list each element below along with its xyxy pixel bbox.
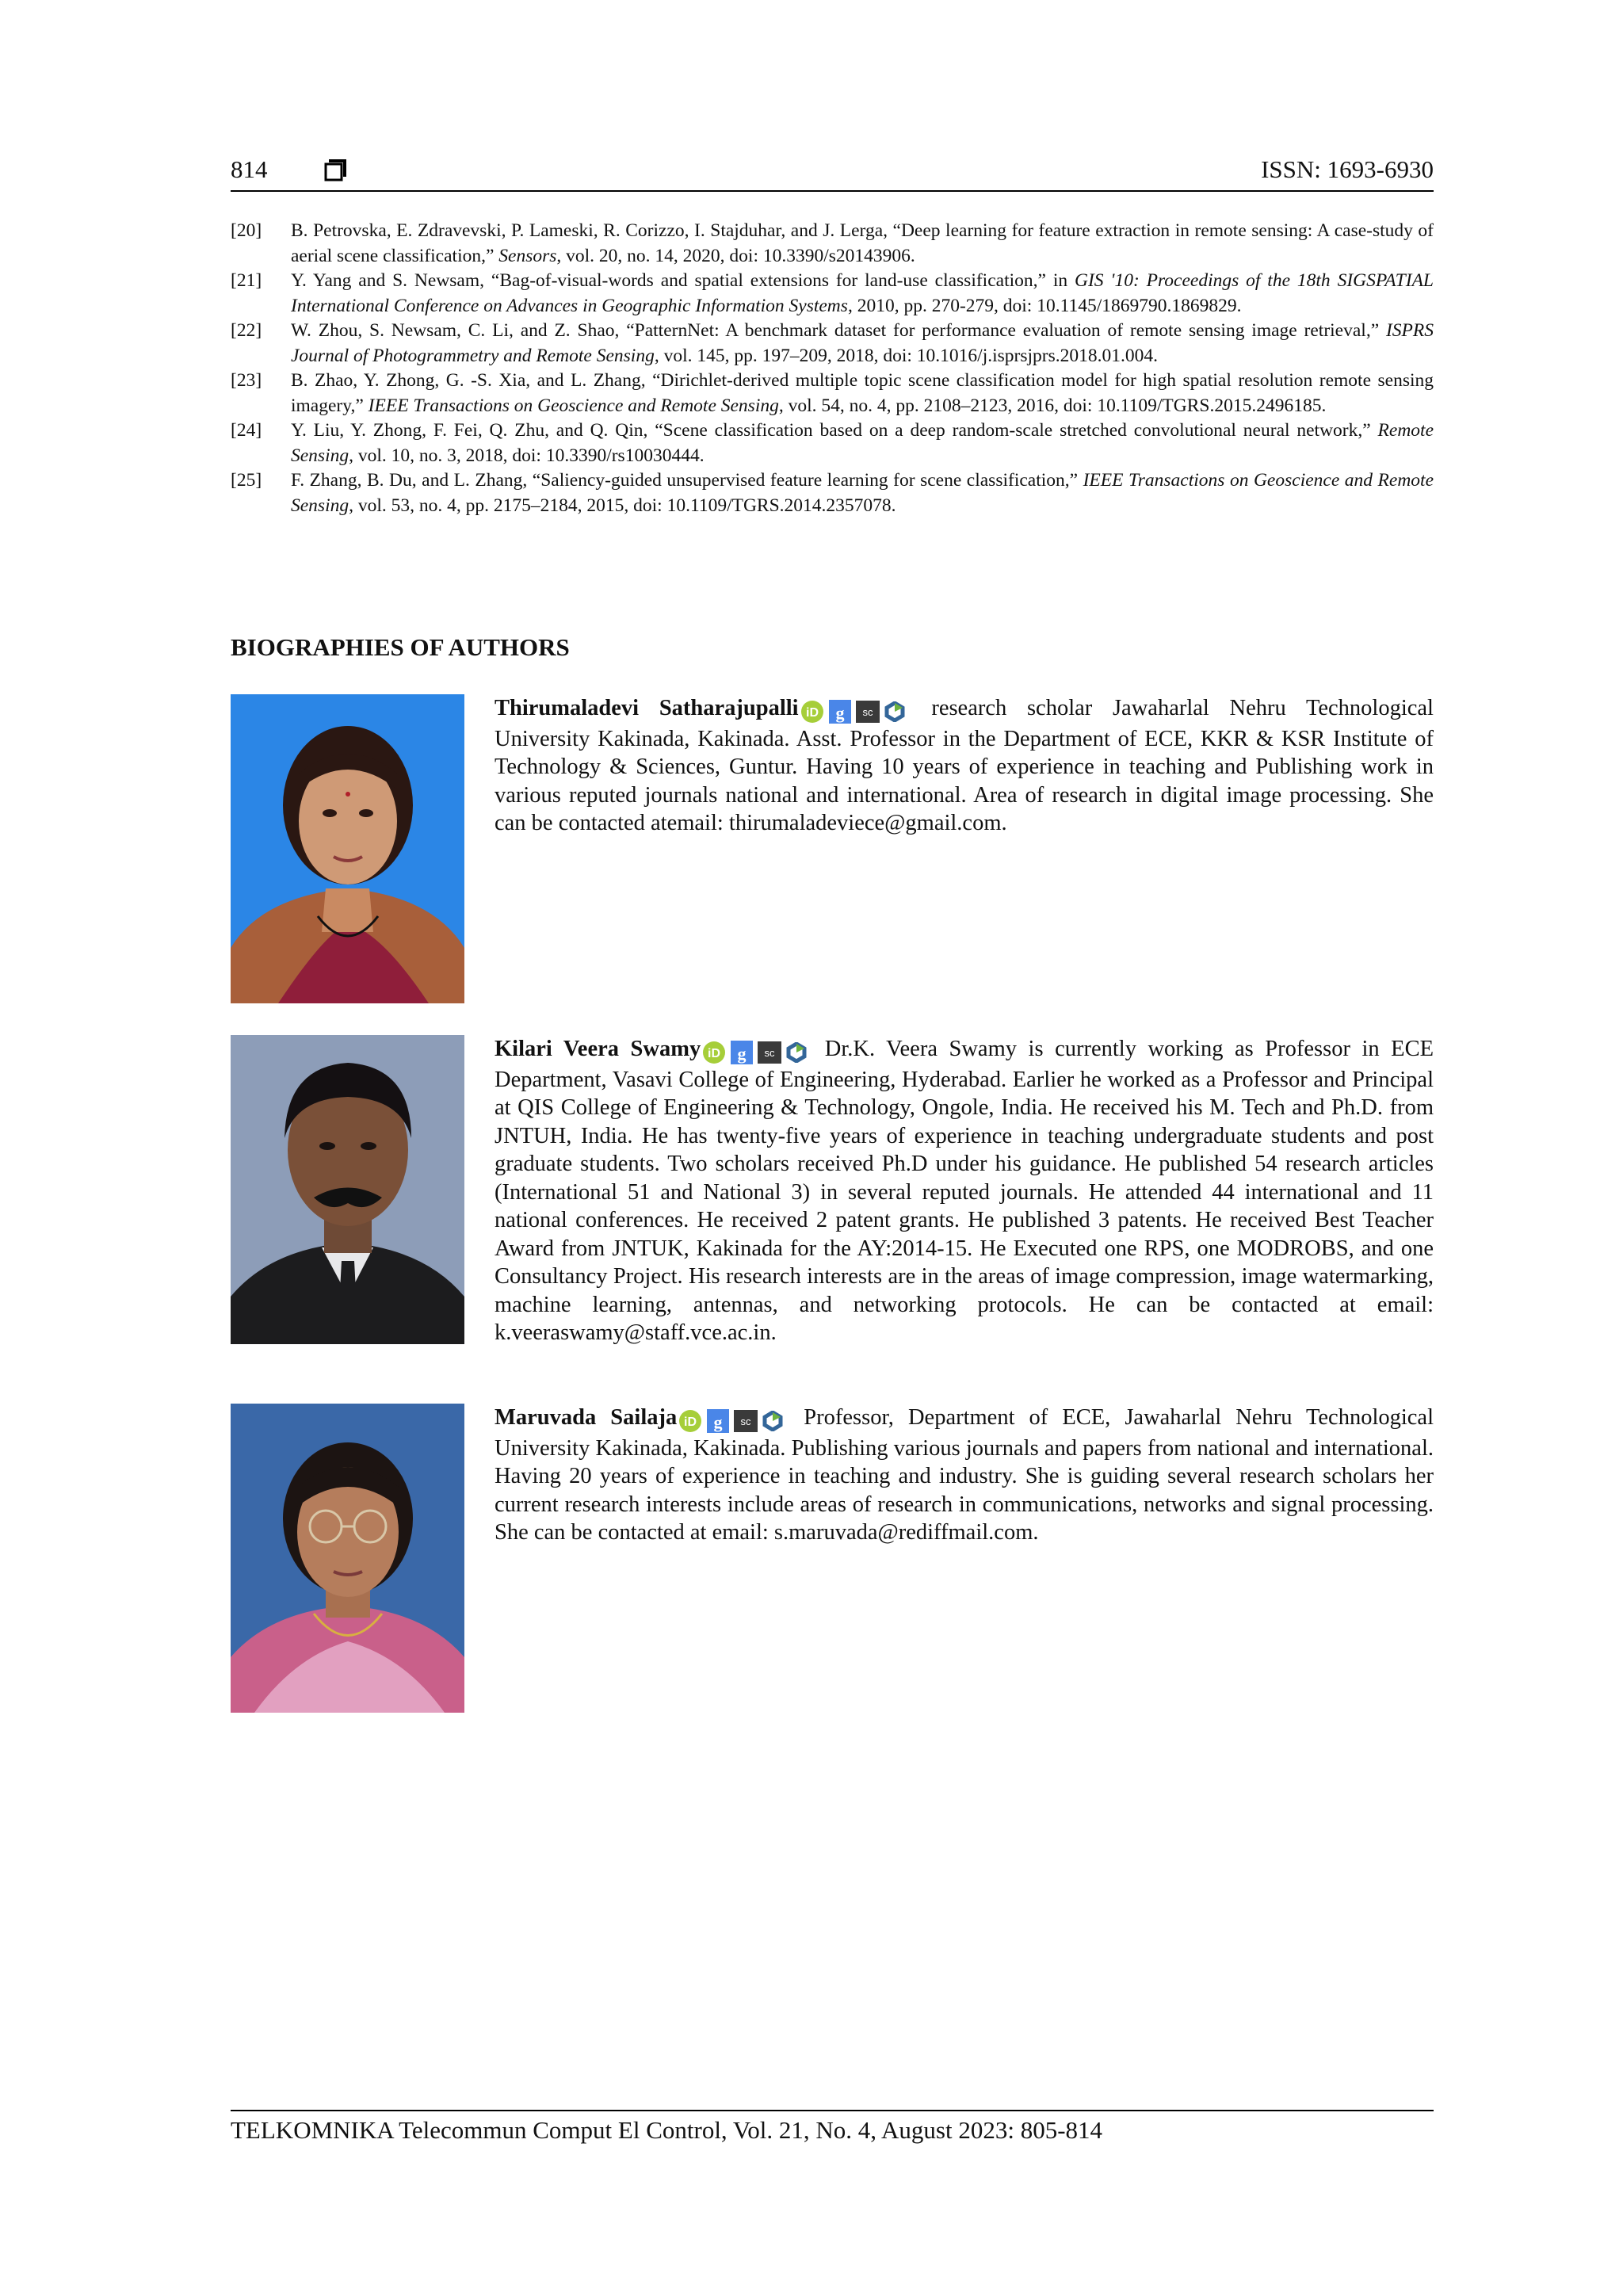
reference-text: W. Zhou, S. Newsam, C. Li, and Z. Shao, “PatternNet: A benchmark dataset for performance evaluation of remote sensing image retrieval,” ISPRS Journal of Photogrammetry and Remote Sensing, vol. 145, pp. 197–209, 2018, doi: 10.1016/j.isprsjprs.2018.01.004. [291,320,1434,366]
author-name: Kilari Veera Swamy [495,1037,701,1061]
reference-text: F. Zhang, B. Du, and L. Zhang, “Saliency-guided unsupervised feature learning for scene classification,” IEEE Transactions on Geoscience and Remote Sensing, vol. 53, no. 4, pp. 2175–2184, 2015, doi: 10.1109/TGRS.2014.2357078. [291,470,1434,516]
google-scholar-icon[interactable] [731,1041,753,1064]
publons-icon[interactable] [884,701,905,722]
author-name: Maruvada Sailaja [495,1405,678,1430]
svg-text:g: g [835,703,845,724]
reference-number: [20] [231,220,262,241]
author-bio-text: Dr.K. Veera Swamy is currently working as Professor in ECE Department, Vasavi College of Engineering, Hyderabad. Earlier he worked as a Professor and Principal at QIS College of Engineering & Technology, Ongole, India. He received his M. Tech and Ph.D. from JNTUH, India. He has twenty-five years of experience in teaching undergraduate students and post graduate students. Two scholars received Ph.D under his guidance. He published 54 research articles (International 51 and National 3) in several reputed journals. He attended 44 international and 11 national conferences. He received 2 patent grants. He published 3 patents. He received Best Teacher Award from JNTUK, Kakinada for the AY:2014-15. He Executed one RPS, one MODROBS, and one Consultancy Project. His research interests are in the areas of image compression, image watermarking, machine learning, antennas, and networking protocols. He can be contacted at email: k.veeraswamy@staff.vce.ac.in. [495,1037,1434,1345]
author-bio-text: research scholar Jawaharlal Nehru Technological University Kakinada, Kakinada. Asst. Professor in the Department of ECE, KKR & KSR Institute of Technology & Sciences, Guntur. Having 10 years of experience in teaching and Publishing work in various reputed journals national and international. Area of research in digital image processing. She can be contacted atemail: thirumaladeviece@gmail.com. [495,696,1434,835]
page-footer: TELKOMNIKA Telecommun Comput El Control, Vol. 21, No. 4, August 2023: 805-814 [231,2116,1103,2144]
reference-text: B. Zhao, Y. Zhong, G. -S. Xia, and L. Zhang, “Dirichlet-derived multiple topic scene classification model for high spatial resolution remote sensing imagery,” IEEE Transactions on Geoscience and Remote Sensing, vol. 54, no. 4, pp. 2108–2123, 2016, doi: 10.1109/TGRS.2015.2496185. [291,370,1434,416]
author-photo [231,1035,464,1344]
orcid-icon[interactable] [678,1409,702,1433]
reference-text: Y. Yang and S. Newsam, “Bag-of-visual-words and spatial extensions for land-use classification,” in GIS '10: Proceedings of the 18th SIGSPATIAL International Conference on Advances in Geographic Information Systems, 2010, pp. 270-279, doi: 10.1145/1869790.1869829. [291,270,1434,316]
scopus-icon[interactable] [758,1041,781,1064]
svg-text:iD: iD [708,1047,721,1061]
reference-item [231,269,1434,319]
author-id-icons [800,697,910,725]
reference-item [231,219,1434,269]
author-id-icons [702,1037,812,1066]
footer-rule [231,2110,1434,2111]
svg-text:sc: sc [764,1047,775,1060]
reference-list [231,219,1434,518]
author-bio [495,1404,1434,1547]
reference-number: [21] [231,270,262,291]
author-photo [231,1404,464,1713]
author-id-icons [678,1406,788,1435]
issn: ISSN: 1693-6930 [1261,155,1434,183]
reference-number: [22] [231,320,262,341]
svg-text:sc: sc [740,1415,751,1428]
square-icon [324,159,346,181]
reference-number: [23] [231,370,262,391]
reference-number: [25] [231,470,262,491]
svg-text:g: g [737,1044,747,1064]
svg-text:iD: iD [805,706,819,720]
reference-text: Y. Liu, Y. Zhong, F. Fei, Q. Zhu, and Q. Qin, “Scene classification based on a deep random-scale stretched convolutional neural network,” Remote Sensing, vol. 10, no. 3, 2018, doi: 10.3390/rs10030444. [291,420,1434,466]
author-photo [231,694,464,1003]
orcid-icon[interactable] [800,700,824,724]
reference-item [231,369,1434,418]
orcid-icon[interactable] [702,1041,726,1064]
page-header [231,155,1434,195]
reference-item [231,468,1434,518]
author-bio-text: Professor, Department of ECE, Jawaharlal Nehru Technological University Kakinada, Kakinada. Publishing various journals and papers from national and international. Having 20 years of experience in teaching and industry. She is guiding several research scholars her current research interests include areas of research in communications, networks and signal processing. She can be contacted at email: s.maruvada@rediffmail.com. [495,1405,1434,1545]
publons-icon[interactable] [762,1411,783,1431]
svg-text:iD: iD [684,1415,697,1430]
publons-icon[interactable] [786,1042,807,1063]
header-rule [231,190,1434,192]
reference-item [231,319,1434,369]
google-scholar-icon[interactable] [707,1409,729,1433]
google-scholar-icon[interactable] [829,700,851,724]
page-number: 814 [231,155,268,183]
biographies-heading: BIOGRAPHIES OF AUTHORS [231,633,570,661]
author-bio [495,694,1434,838]
svg-text:g: g [713,1412,723,1433]
scopus-icon[interactable] [734,1410,758,1432]
svg-text:sc: sc [862,706,873,719]
reference-number: [24] [231,420,262,441]
author-name: Thirumaladevi Satharajupalli [495,696,799,720]
scopus-icon[interactable] [856,701,880,723]
author-bio [495,1035,1434,1347]
reference-item [231,418,1434,468]
reference-text: B. Petrovska, E. Zdravevski, P. Lameski, R. Corizzo, I. Stajduhar, and J. Lerga, “Deep learning for feature extraction in remote sensing: A case-study of aerial scene classification,” Sensors, vol. 20, no. 14, 2020, doi: 10.3390/s20143906. [291,220,1434,266]
